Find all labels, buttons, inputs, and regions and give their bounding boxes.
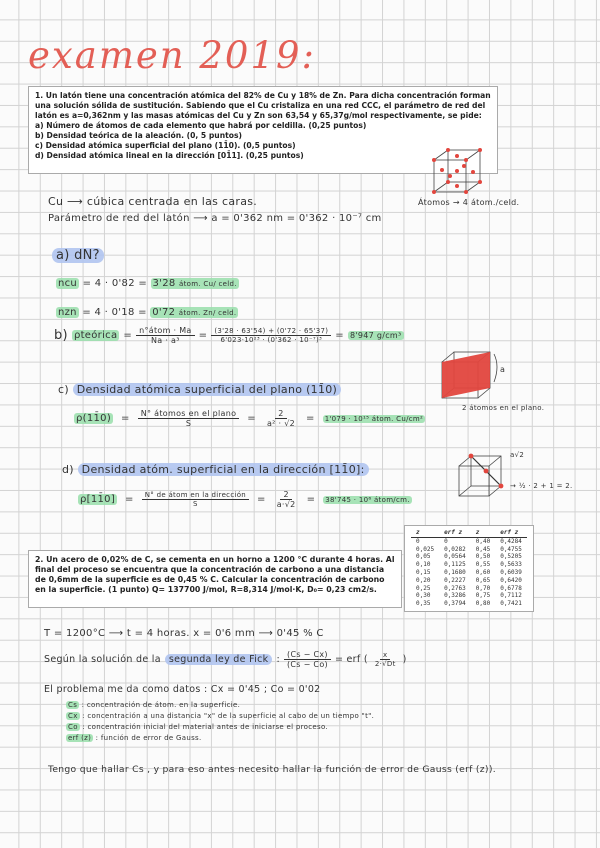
direction-diag-note: → ½ · 2 + 1 = 2. [510, 482, 573, 490]
page-title: examen 2019: [28, 34, 317, 77]
erf-table-row: 0 0 0,40 0,4284 [416, 537, 522, 545]
erf-table-row: 0,15 0,1680 0,60 0,6039 [416, 568, 522, 576]
erf-table-row: 0,30 0,3286 0,75 0,7112 [416, 592, 522, 600]
fick-line: Según la solución de la segunda ley de Fick : $\frac{(Cs - Cx)}{(Cs - Co)}$ = erf ( $\frac{x}{2\cdot√Dt}$ ) [44, 650, 407, 669]
part-b-frac1: $\frac{\text{n°átom · Ma}}{\text{Na · a³}}$ [136, 326, 195, 345]
part-d-heading [62, 463, 369, 476]
plane-110-diagram [438, 348, 508, 400]
erf-table-row: 0,25 0,2763 0,70 0,6778 [416, 584, 522, 592]
question-1-item-d: d) Densidad atómica lineal en la dirección [01̄1]. (0,25 puntos) [35, 151, 304, 160]
atoms-per-cell-note: Átomos → 4 átom./celd. [418, 198, 520, 207]
erf-table-row: 0,025 0,0282 0,45 0,4755 [416, 545, 522, 553]
part-c-label: c) [58, 383, 69, 396]
direction-diagram [455, 450, 511, 502]
erf-table-box [404, 525, 534, 612]
definition-item: Cx : concentración a una distancia "x" de la superficie al cabo de un tiempo "t". [68, 712, 375, 720]
part-c-title: Densidad atómica superficial del plano (11̄0) [73, 383, 341, 396]
part-d-title: Densidad atóm. superficial en la dirección [11̄0]: [78, 463, 369, 476]
fcc-cube-diagram [428, 146, 494, 196]
nzn-line [56, 307, 238, 318]
part-b-label: b) [54, 328, 68, 343]
erf-table-row: 0,05 0,0564 0,50 0,5205 [416, 553, 522, 561]
definitions-list [66, 700, 374, 744]
part-a-text: a) dN? [52, 248, 104, 263]
definition-item: Co : concentración inicial del material antes de iniciarse el proceso. [68, 723, 328, 731]
fick-frac-right: $\frac{x}{2\cdot√Dt}$ [374, 651, 396, 668]
line-lattice-parameter: Parámetro de red del latón ⟶ a = 0'362 nm = 0'362 · 10⁻⁷ cm [48, 213, 382, 224]
nzn-lhs: nzn [58, 307, 77, 318]
erf-table [411, 529, 527, 608]
erf-table-row: 0,35 0,3794 0,80 0,7421 [416, 600, 522, 608]
direction-diag-top: a√2 [510, 451, 525, 459]
part-c-frac1: $\frac{\text{N° átomos en el plano}}{S}$ [138, 409, 240, 428]
question-2-box [28, 550, 402, 608]
line-data: El problema me da como datos : Cx = 0'45 ; Co = 0'02 [44, 684, 321, 695]
fick-frac-left: $\frac{(Cs - Cx)}{(Cs - Co)}$ [284, 650, 331, 669]
line-conditions: T = 1200°C ⟶ t = 4 horas. x = 0'6 mm ⟶ 0'45 % C [44, 628, 324, 639]
part-b-result: 8'947 g/cm³ [349, 331, 402, 340]
definition-item: erf (z) : función de error de Gauss. [68, 734, 202, 742]
definition-item: Cs : concentración de átom. en la superficie. [68, 701, 241, 709]
part-c-frac2: $\frac{2}{\text{a² · √2}}$ [266, 409, 296, 428]
part-c-result: 1'079 · 10¹⁵ átom. Cu/cm² [324, 414, 424, 423]
part-d-lhs: ρ[11̄0] [80, 494, 116, 505]
part-d-formula: ρ[11̄0] = $\frac{\text{N° de átom en la dirección}}{S}$ = $\frac{2}{a\cdot√2}$ = 38'745 · 10⁶ átom/cm. [80, 490, 410, 509]
part-d-result: 38'745 · 10⁶ átom/cm. [325, 495, 410, 504]
ncu-result: 3'28 átom. Cu/ celd. [152, 278, 237, 289]
part-d-label: d) [62, 463, 74, 476]
part-a-label [52, 248, 104, 263]
part-c-note: 2 átomos en el plano. [462, 404, 545, 412]
question-1-item-b: b) Densidad teórica de la aleación. (0, 5 puntos) [35, 131, 242, 140]
ncu-lhs: ncu [58, 278, 78, 289]
question-1-text: 1. Un latón tiene una concentración atómica del 82% de Cu y 18% de Zn. Para dicha concentración forman una solución sólida de sustitución. Sabiendo que el Cu cristaliza en una red CCC, el parámetro de red del latón es a=0,362nm y las masas atómicas del Cu y Zn son 63,54 y 65,37g/mol respectivamente, se pide: [35, 91, 491, 120]
part-b-rho: ρteórica [73, 330, 118, 341]
nzn-result: 0'72 átom. Zn/ celd. [152, 307, 237, 318]
question-1-item-a: a) Número de átomos de cada elemento que habrá por celdilla. (0,25 puntos) [35, 121, 367, 130]
part-c-lhs: ρ(11̄0) [76, 413, 112, 424]
part-c-formula: ρ(11̄0) = $\frac{\text{N° átomos en el plano}}{S}$ = $\frac{2}{\text{a² · √2}}$ = 1'079 · 10¹⁵ átom. Cu/cm² [76, 409, 424, 428]
question-1-item-c: c) Densidad atómica superficial del plano (11̄0). (0,5 puntos) [35, 141, 296, 150]
line-last: Tengo que hallar Cs , y para eso antes necesito hallar la función de error de Gauss (erf (z)). [48, 764, 496, 775]
erf-table-row: 0,10 0,1125 0,55 0,5633 [416, 561, 522, 569]
fick-highlight: segunda ley de Fick [165, 654, 273, 665]
part-d-frac2: $\frac{2}{a\cdot√2}$ [276, 490, 296, 509]
ncu-eq: = 4 · 0'82 = [82, 278, 148, 289]
part-c-heading [58, 383, 341, 396]
ncu-line [56, 278, 239, 289]
svg-text:a: a [500, 365, 505, 374]
part-b-line: b) ρteórica = $\frac{\text{n°átom · Ma}}{\text{Na · a³}}$ = $\frac{(3'28 \cdot 63'54) + (0'72 \cdot 65'37)}{\text{6'023·10²³ · (0'362 · 10⁻⁷)³}}$ = 8'947 g/cm³ [54, 326, 402, 345]
erf-table-header: z erf z z erf z [411, 529, 527, 537]
part-b-frac2: $\frac{(3'28 \cdot 63'54) + (0'72 \cdot 65'37)}{\text{6'023·10²³ · (0'362 · 10⁻⁷)³}}$ [211, 327, 331, 344]
nzn-eq: = 4 · 0'18 = [82, 307, 147, 318]
part-d-frac1: $\frac{\text{N° de átom en la dirección}}{S}$ [142, 491, 249, 508]
line-cu-structure: Cu ⟶ cúbica centrada en las caras. [48, 195, 258, 208]
erf-table-row: 0,20 0,2227 0,65 0,6420 [416, 576, 522, 584]
fick-pre: Según la solución de la [44, 654, 161, 665]
question-2-text: 2. Un acero de 0,02% de C, se cementa en un horno a 1200 °C durante 4 horas. Al final del proceso se encuentra que la concentración de carbono a una distancia de 0,6mm de la superficie es de 0,45 % C. Calcular la concentración de carbono en la superficie. (1 punto) Q= 137700 J/mol, R=8,314 J/mol·K, D₀= 0,23 cm2/s. [35, 555, 395, 594]
